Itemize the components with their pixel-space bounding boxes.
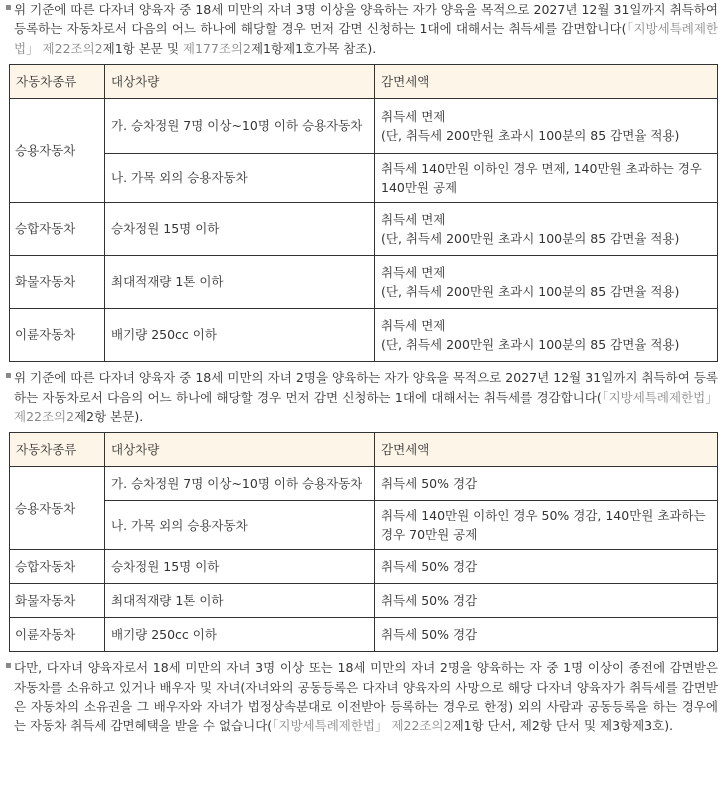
paragraph-text: 다만, 다자녀 양육자로서 18세 미만의 자녀 3명 이상 또는 18세 미만의 자녀 2명을 양육하는 자 중 1명 이상이 종전에 감면받은 자동차를 소유하고 있거나 배우자 및 자녀(자녀와의 공동등록은 다자녀 양육자의 사망으로 해당 다자녀 양육자가 취득세를 감면받은 자동차의 소유권을 그 배우자와 자녀가 법정상속분대로 이전받아 등록하는 경우로 한정) 외의 사람과 공동등록을 하는 경우에는 자동차 취득세 감면혜택을 받을 수 없습니다( [14, 660, 718, 734]
table-header-row [10, 65, 718, 99]
vehicle-type-cell: 승합자동차 [10, 203, 105, 256]
target-vehicle-cell: 승차정원 15명 이하 [105, 203, 375, 256]
header-target-vehicle: 대상차량 [105, 433, 375, 467]
vehicle-type-cell: 이륜자동차 [10, 309, 105, 362]
paragraph-text: 제1항 본문 및 [102, 40, 183, 56]
bullet-icon: ▪ [5, 660, 12, 672]
table-row [10, 309, 718, 362]
law-link[interactable]: 「지방세특례제한법」 제22조의2 [272, 718, 452, 734]
reduction-cell: 취득세 140만원 이하인 경우 면제, 140만원 초과하는 경우 140만원 공제 [375, 154, 718, 203]
reduction-table-3-children [9, 64, 718, 362]
reduction-cell: 취득세 50% 경감 [375, 550, 718, 584]
paragraph-exception [5, 658, 718, 736]
reduction-cell [375, 203, 718, 256]
target-vehicle-cell: 나. 가목 외의 승용자동차 [105, 154, 375, 203]
vehicle-type-cell: 승합자동차 [10, 550, 105, 584]
law-link[interactable]: 제177조의2 [182, 40, 251, 56]
vehicle-type-cell: 승용자동차 [10, 99, 105, 203]
target-vehicle-cell: 배기량 250cc 이하 [105, 309, 375, 362]
header-reduction-amount: 감면세액 [375, 65, 718, 99]
target-vehicle-cell: 나. 가목 외의 승용자동차 [105, 501, 375, 550]
reduction-line: 취득세 면제 [381, 211, 446, 227]
table-header-row [10, 433, 718, 467]
table-row [10, 154, 718, 203]
table-row [10, 550, 718, 584]
table-row [10, 256, 718, 309]
law-link[interactable]: 「지방세특례제한법」 제22조의2 [14, 21, 718, 56]
reduction-line: 취득세 면제 [381, 108, 446, 124]
reduction-line: (단, 취득세 200만원 초과시 100분의 85 감면율 적용) [381, 231, 680, 247]
bullet-icon: ▪ [5, 370, 12, 382]
reduction-cell: 취득세 50% 경감 [375, 618, 718, 652]
reduction-line: 취득세 면제 [381, 317, 446, 333]
paragraph-text: 위 기준에 따른 다자녀 양육자 중 18세 미만의 자녀 2명을 양육하는 자가 양육을 목적으로 2027년 12월 31일까지 취득하여 등록하는 자동차로서 다음의 어느 하나에 해당할 경우 먼저 감면 신청하는 1대에 대해서는 취득세를 경감합니다( [14, 370, 718, 405]
vehicle-type-cell: 승용자동차 [10, 467, 105, 550]
reduction-cell: 취득세 50% 경감 [375, 584, 718, 618]
target-vehicle-cell: 가. 승차정원 7명 이상~10명 이하 승용자동차 [105, 99, 375, 154]
bullet-icon: ▪ [5, 2, 12, 13]
reduction-line: (단, 취득세 200만원 초과시 100분의 85 감면율 적용) [381, 337, 680, 353]
vehicle-type-cell: 화물자동차 [10, 584, 105, 618]
paragraph-2-children [5, 368, 718, 426]
paragraph-text: 위 기준에 따른 다자녀 양육자 중 18세 미만의 자녀 3명 이상을 양육하는 자가 양육을 목적으로 2027년 12월 31일까지 취득하여 등록하는 자동차로서 다음의 어느 하나에 해당할 경우 먼저 감면 신청하는 1대에 대해서는 취득세를 감면합니다( [14, 2, 718, 37]
reduction-cell: 취득세 50% 경감 [375, 467, 718, 501]
table-row [10, 618, 718, 652]
reduction-cell [375, 309, 718, 362]
reduction-line: (단, 취득세 200만원 초과시 100분의 85 감면율 적용) [381, 128, 680, 144]
reduction-line: 취득세 면제 [381, 264, 446, 280]
vehicle-type-cell: 이륜자동차 [10, 618, 105, 652]
header-vehicle-type: 자동차종류 [10, 65, 105, 99]
paragraph-text: 제1항제1호가목 참조). [250, 40, 377, 56]
target-vehicle-cell: 최대적재량 1톤 이하 [105, 256, 375, 309]
reduction-table-2-children [9, 432, 718, 652]
reduction-cell [375, 256, 718, 309]
table-row [10, 501, 718, 550]
reduction-line: (단, 취득세 200만원 초과시 100분의 85 감면율 적용) [381, 284, 680, 300]
table-row [10, 203, 718, 256]
target-vehicle-cell: 최대적재량 1톤 이하 [105, 584, 375, 618]
table-row [10, 99, 718, 154]
paragraph-text: 제1항 단서, 제2항 단서 및 제3항제3호). [451, 718, 674, 734]
table-row [10, 467, 718, 501]
target-vehicle-cell: 가. 승차정원 7명 이상~10명 이하 승용자동차 [105, 467, 375, 501]
reduction-cell: 취득세 140만원 이하인 경우 50% 경감, 140만원 초과하는 경우 70만원 공제 [375, 501, 718, 550]
target-vehicle-cell: 승차정원 15명 이하 [105, 550, 375, 584]
paragraph-text: 제2항 본문). [74, 408, 144, 424]
table-row [10, 584, 718, 618]
target-vehicle-cell: 배기량 250cc 이하 [105, 618, 375, 652]
law-link[interactable]: 「지방세특례제한법」 제22조의2 [14, 389, 718, 424]
header-target-vehicle: 대상차량 [105, 65, 375, 99]
vehicle-type-cell: 화물자동차 [10, 256, 105, 309]
header-reduction-amount: 감면세액 [375, 433, 718, 467]
header-vehicle-type: 자동차종류 [10, 433, 105, 467]
paragraph-3-children [5, 0, 718, 58]
reduction-cell [375, 99, 718, 154]
